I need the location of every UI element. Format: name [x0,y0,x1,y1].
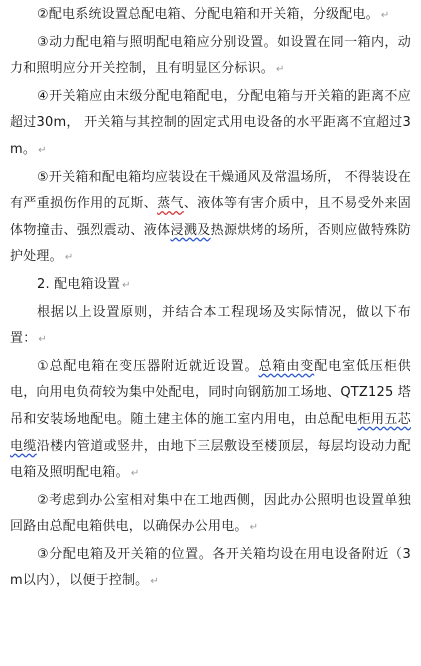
paragraph-7 [10,354,411,488]
paragraph-mark-icon: ↵ [249,522,259,534]
paragraph-mark-icon: ↵ [150,576,159,588]
paragraph-8 [10,488,411,542]
paragraph-2 [10,30,411,84]
paragraph-mark-icon: ↵ [38,144,47,156]
paragraph-9-text: ③分配电箱及开关箱的位置。各开关箱均设在用电设备附近（3m以内），以便于控制。 [10,546,411,589]
paragraph-mark-icon: ↵ [130,468,140,480]
paragraph-1-text: ②配电系统设置总配电箱、分配电箱和开关箱，分级配电。 [37,7,379,22]
paragraph-4 [10,165,411,272]
section-heading-text: 2. 配电箱设置 [37,276,121,292]
paragraph-4-text: 热源烘烤的场所，否则应做特殊防护处理。 [10,222,411,265]
paragraph-mark-icon: ↵ [64,252,74,264]
paragraph-7-text: 配电室低压柜供电，向用电负荷较为集中处配电，同时向钢筋加工场地、QTZ125 塔吊和安装场地配电。随土建主体的施工室内用电，由总配电 [10,358,411,427]
paragraph-4-text: ⑤开关箱和配电箱均应装设在干燥通风及常温场所， 不得装设在有严重损伤作用的瓦斯、 [10,169,411,212]
paragraph-6-text: 根据以上设置原则，并结合本工程现场及实际情况，做以下布置： [10,304,411,347]
paragraph-7-text: 沿楼内管道或竖井，由地下三层敷设至楼顶层，每层均设动力配电箱及照明配电箱。 [10,438,411,481]
paragraph-mark-icon: ↵ [380,10,390,21]
paragraph-mark-icon: ↵ [276,64,285,76]
paragraph-2-text: ③动力配电箱与照明配电箱应分别设置。如设置在同一箱内，动力和照明应分开关控制，且有明显区分标识。 [10,34,411,77]
paragraph-6 [10,300,411,354]
paragraph-mark-icon: ↵ [38,334,47,346]
grammar-underlined-phrase: 总箱由变 [258,358,315,374]
spellcheck-underlined-word: 蒸气 [157,196,184,212]
paragraph-mark-icon: ↵ [122,279,131,291]
section-heading [10,272,411,300]
paragraph-8-text: ②考虑到办公室相对集中在工地西侧，因此办公照明也设置单独回路由总配电箱供电，以确保办公用电。 [10,492,411,535]
paragraph-9 [10,542,411,596]
grammar-underlined-phrase: 浸溅及 [170,222,211,238]
grammar-underlined-phrase: 柜用五芯电缆 [10,411,411,454]
paragraph-7-text: ①总配电箱在变压器附近就近设置。 [37,358,259,374]
paragraph-4-text: 、液体等有害介质中，且不易受外来固体物撞击、强烈震动、液体 [10,196,411,238]
paragraph-1 [10,2,411,30]
paragraph-3-text: ④开关箱应由末级分配电箱配电，分配电箱与开关箱的距离不应超过30m， 开关箱与其控制的固定式用电设备的水平距离不宜超过3m。 [10,88,411,157]
paragraph-3 [10,84,411,165]
